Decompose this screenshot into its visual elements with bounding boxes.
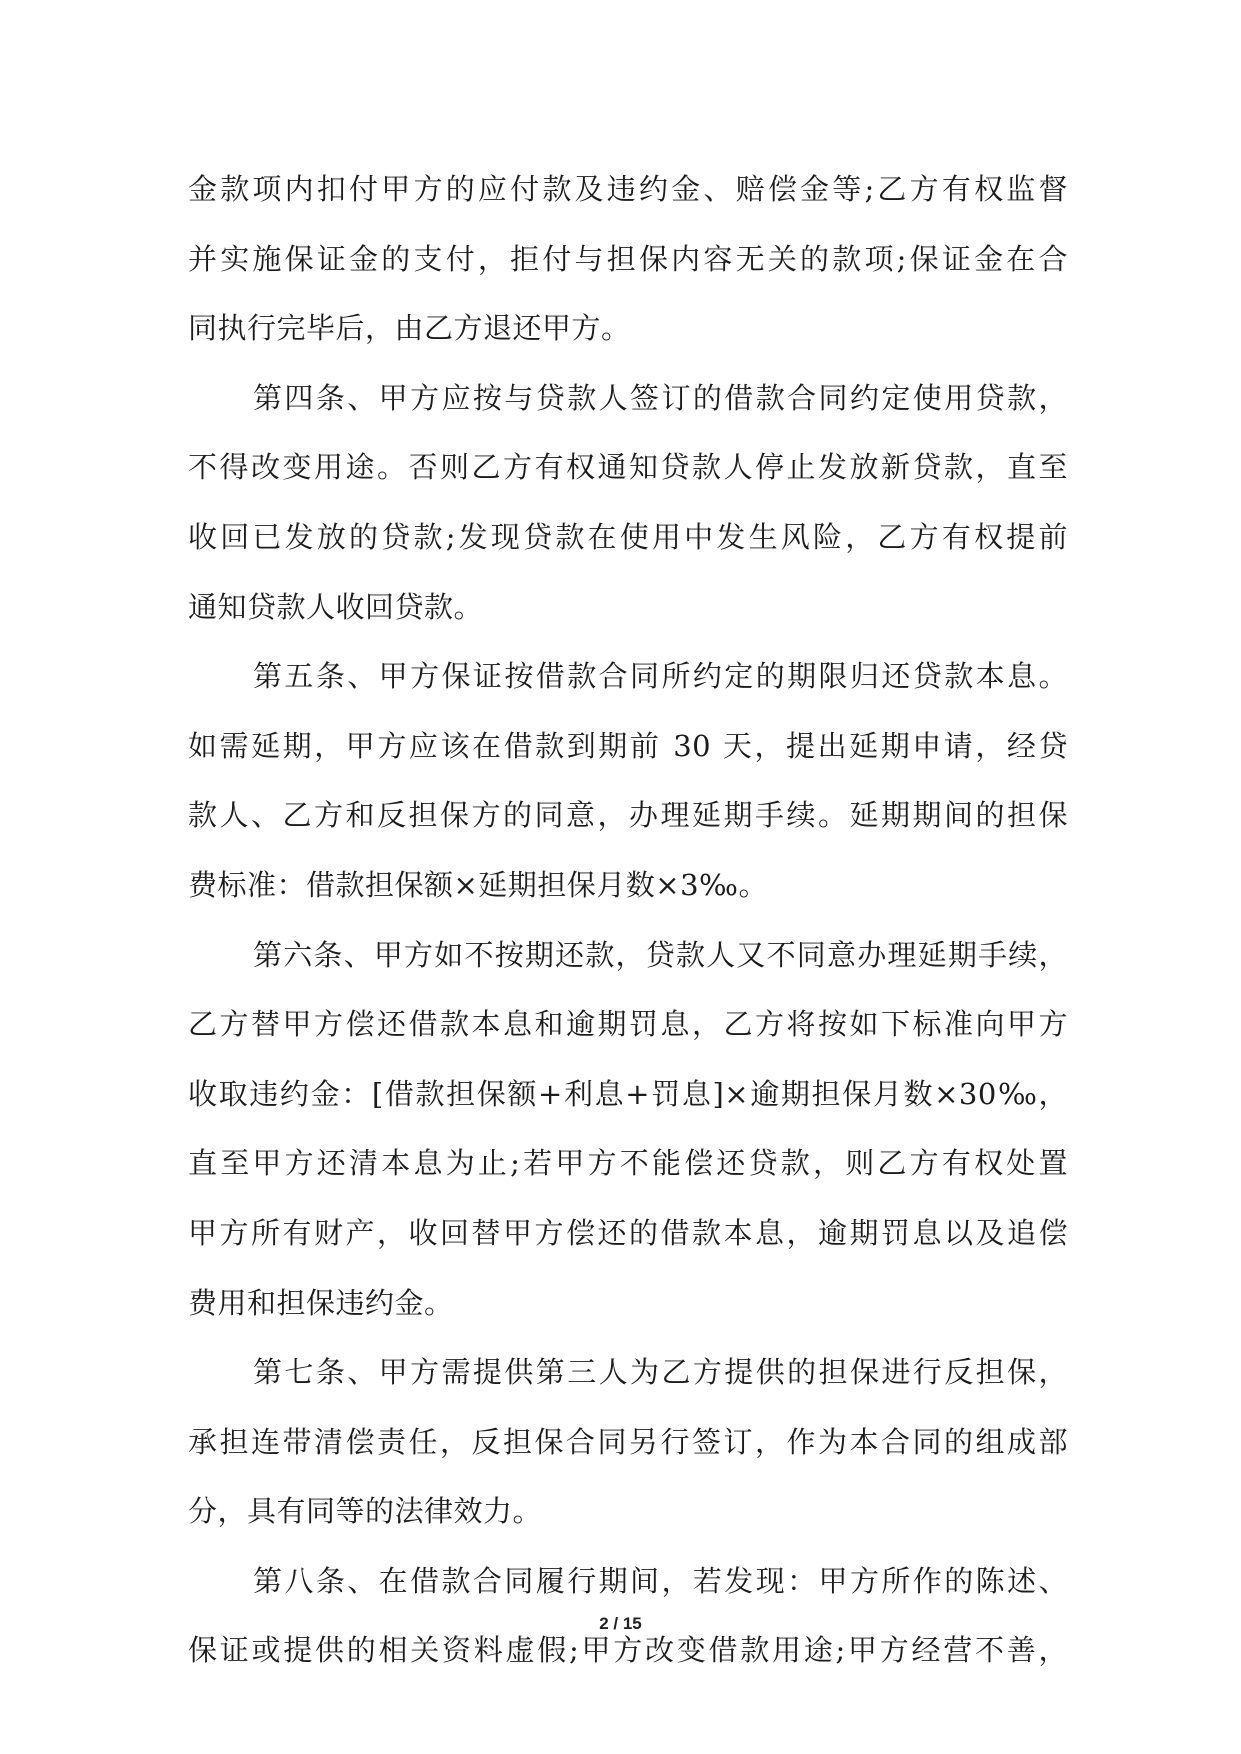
text-line: 分，具有同等的法律效力。 (188, 1494, 543, 1529)
article-8-first-line: 第八条、在借款合同履行期间，若发现：甲方所作的陈述、 (253, 1563, 1068, 1598)
text-line: 同执行完毕后，由乙方退还甲方。 (188, 311, 631, 346)
text-line: 通知贷款人收回贷款。 (188, 589, 484, 624)
text-line: 并实施保证金的支付，拒付与担保内容无关的款项;保证金在合 (188, 241, 1068, 276)
text-line: 不得改变用途。否则乙方有权通知贷款人停止发放新贷款，直至 (188, 450, 1068, 485)
page-number: 2 / 15 (599, 1614, 642, 1633)
text-line: 金款项内扣付甲方的应付款及违约金、赔偿金等;乙方有权监督 (188, 172, 1068, 206)
article-6-first-line: 第六条、甲方如不按期还款，贷款人又不同意办理延期手续， (253, 937, 1068, 972)
text-line: 费用和担保违约金。 (188, 1285, 454, 1320)
text-line: 直至甲方还清本息为止;若甲方不能偿还贷款，则乙方有权处置 (188, 1146, 1068, 1181)
text-line: 甲方所有财产，收回替甲方偿还的借款本息，逾期罚息以及追偿 (188, 1215, 1068, 1250)
document-body (188, 155, 1068, 1686)
article-4-first-line: 第四条、甲方应按与贷款人签订的借款合同约定使用贷款， (253, 380, 1068, 415)
text-line: 收回已发放的贷款;发现贷款在使用中发生风险，乙方有权提前 (188, 519, 1068, 554)
text-line: 保证或提供的相关资料虚假;甲方改变借款用途;甲方经营不善， (188, 1633, 1068, 1668)
text-line: 如需延期，甲方应该在借款到期前 30 天，提出延期申请，经贷 (188, 728, 1068, 763)
article-5-first-line: 第五条、甲方保证按借款合同所约定的期限归还贷款本息。 (253, 659, 1068, 694)
text-line: 款人、乙方和反担保方的同意，办理延期手续。延期期间的担保 (188, 798, 1068, 833)
text-line: 承担连带清偿责任，反担保合同另行签订，作为本合同的组成部 (188, 1424, 1068, 1459)
text-line: 费标准：借款担保额×延期担保月数×3‰。 (188, 867, 768, 902)
text-line: 收取违约金：[借款担保额+利息+罚息]×逾期担保月数×30‰， (188, 1076, 1068, 1111)
article-7-first-line: 第七条、甲方需提供第三人为乙方提供的担保进行反担保， (253, 1355, 1068, 1390)
text-line: 乙方替甲方偿还借款本息和逾期罚息，乙方将按如下标准向甲方 (188, 1007, 1068, 1042)
